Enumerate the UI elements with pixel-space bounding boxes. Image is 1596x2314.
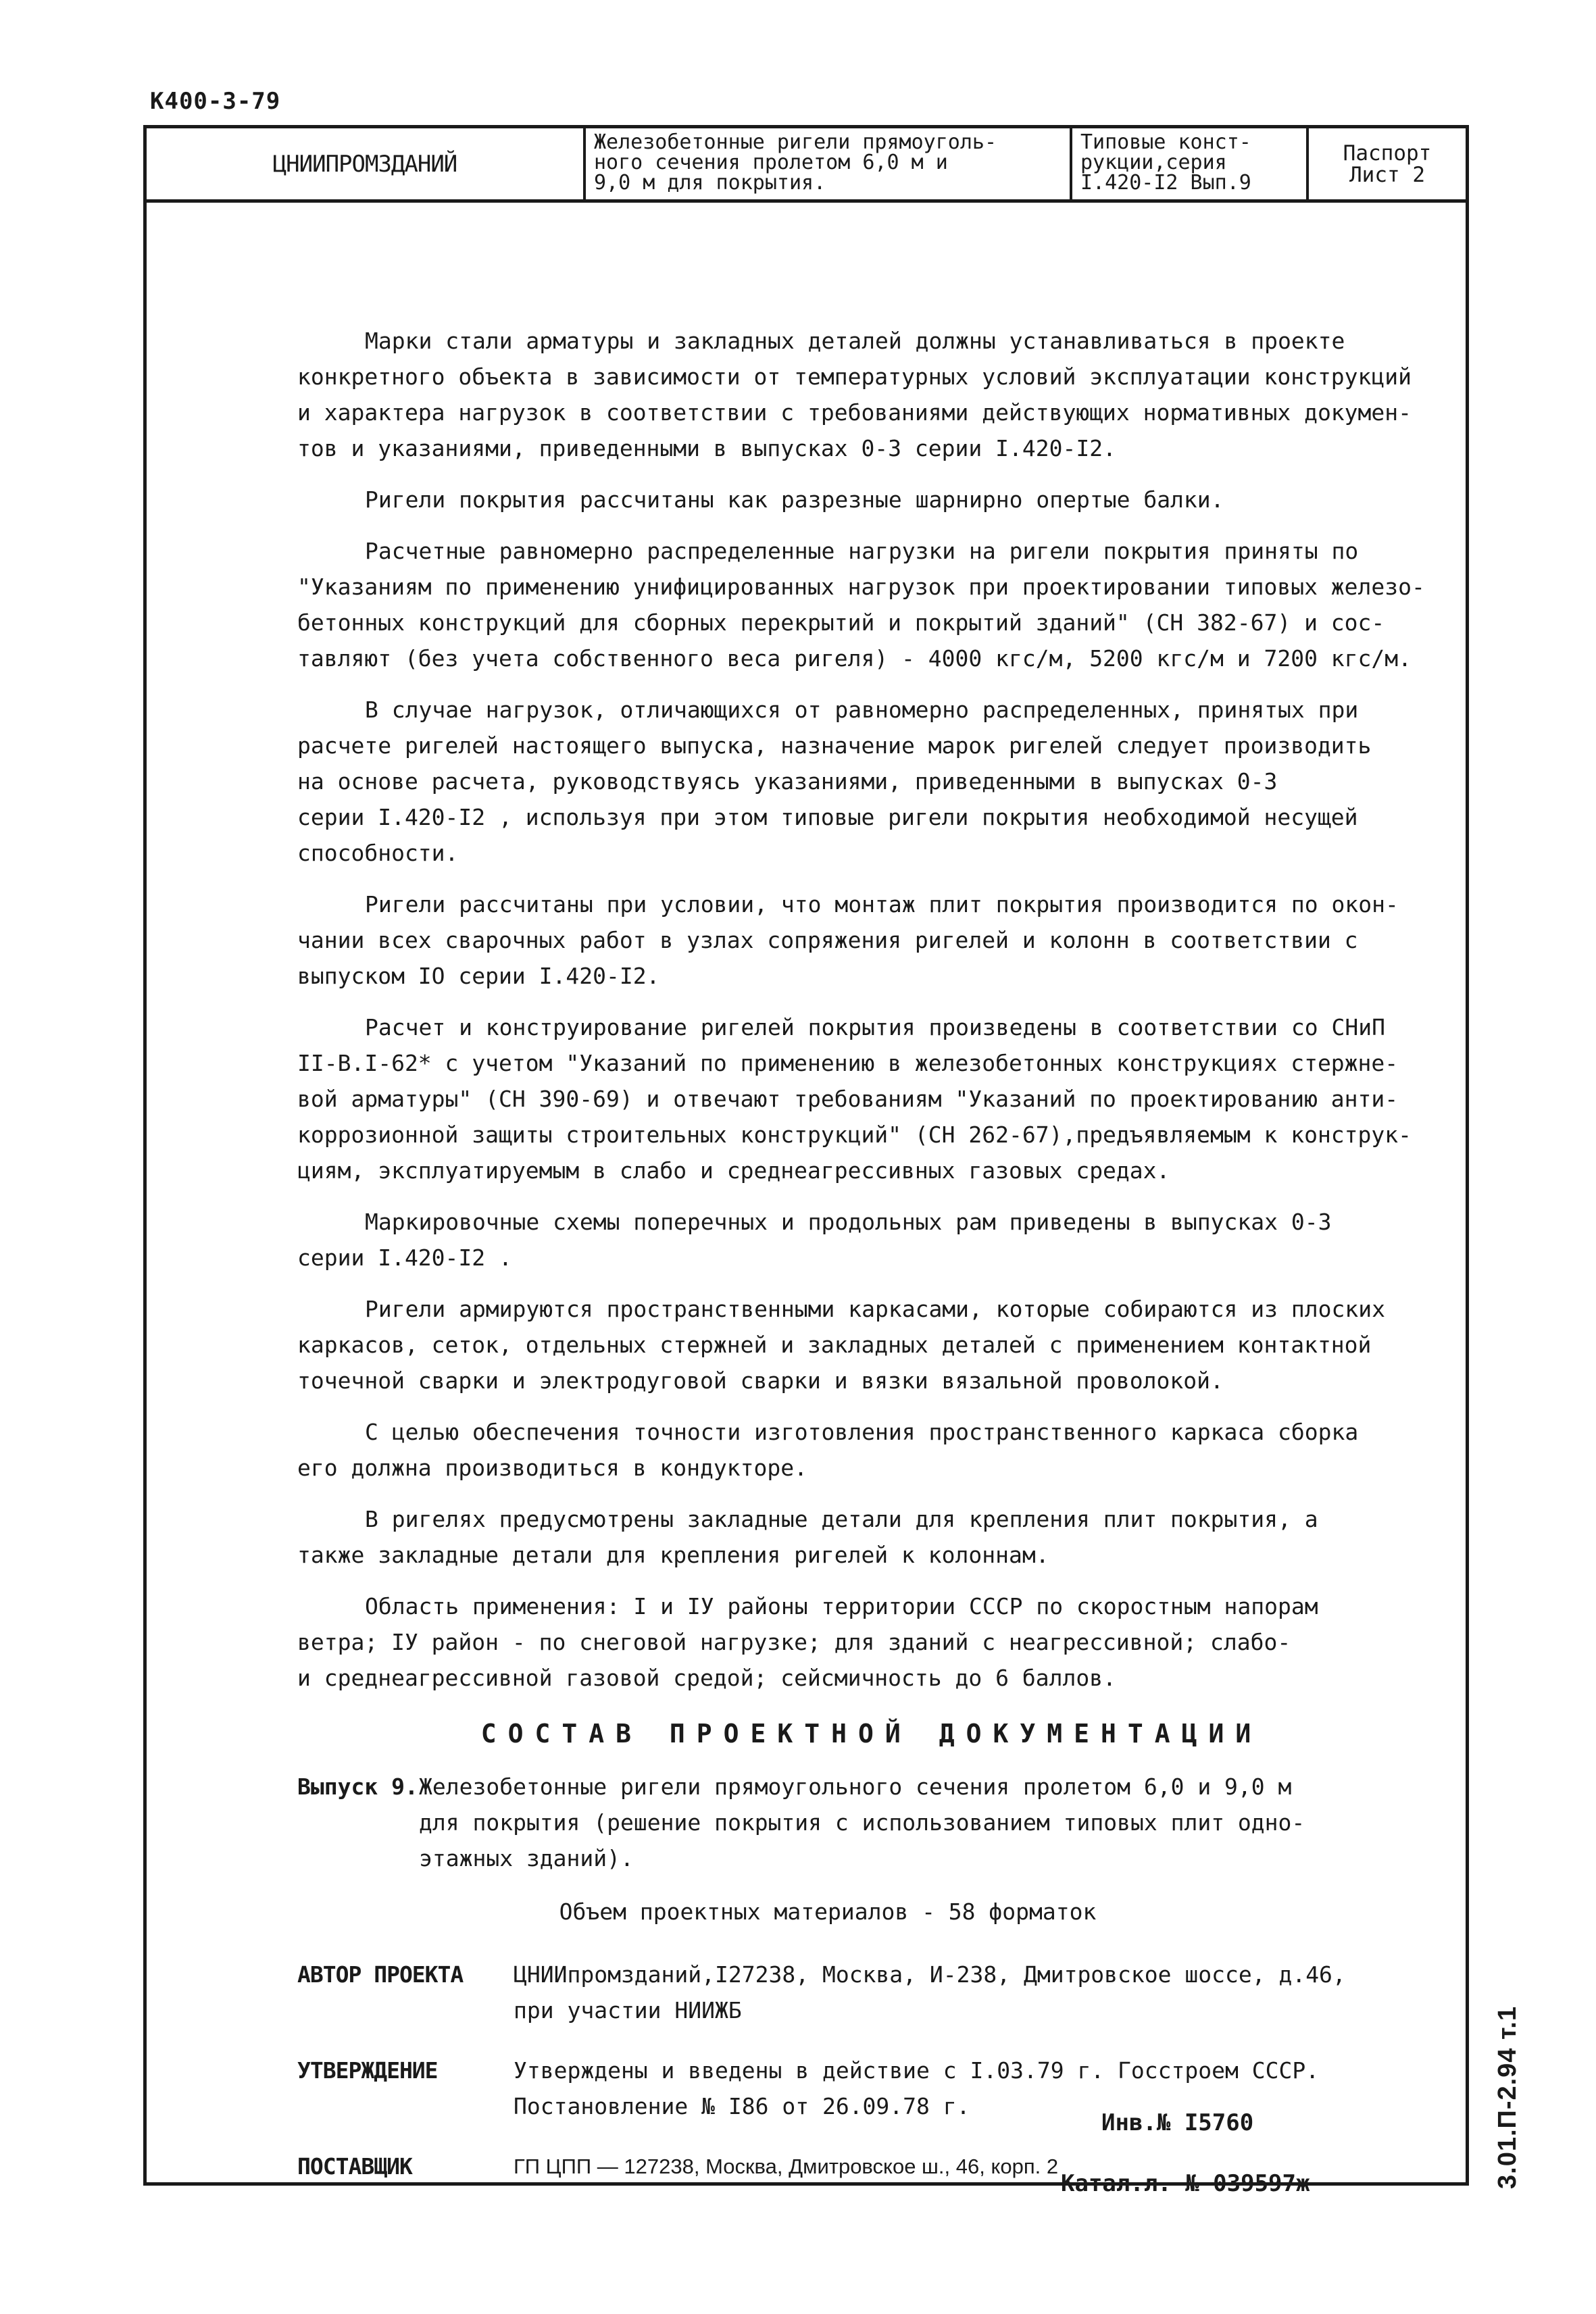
series-line: рукции,серия [1080,151,1227,174]
body-paragraph [297,886,1446,994]
paragraph-line: серии I.420-I2 , используя при этом типовые ригели покрытия необходимой несущей [297,804,1358,830]
paragraph-line: точечной сварки и электродуговой сварки и вязки вязальной проволокой. [297,1367,1224,1394]
paragraph-line: вой арматуры" (СН 390-69) и отвечают требованиям "Указаний по проектированию анти- [297,1086,1399,1112]
sheet-type: Паспорт [1343,141,1432,166]
body-paragraph [297,692,1446,871]
approval-label: УТВЕРЖДЕНИЕ [297,2057,438,2084]
catalog-number: Катал.л. № 039597ж [1061,2170,1310,2197]
paragraph-line: его должна производиться в кондукторе. [297,1455,807,1481]
paragraph-line: чании всех сварочных работ в узлах сопряжения ригелей и колонн в соответствии с [297,927,1358,953]
issue-label: Выпуск 9. [297,1774,418,1800]
paragraph-line: выпуском IO серии I.420-I2. [297,963,660,989]
paragraph-line: тавляют (без учета собственного веса ригеля) - 4000 кгс/м, 5200 кгс/м и 7200 кгс/м. [297,645,1412,672]
paragraph-line: В ригелях предусмотрены закладные детали для крепления плит покрытия, а [365,1506,1318,1532]
author-line: ЦНИИпромзданий,I27238, Москва, И-238, Дмитровское шоссе, д.46, [514,1961,1346,1988]
body-paragraph [297,1501,1446,1573]
author-label: АВТОР ПРОЕКТА [297,1961,464,1988]
title-line: ного сечения пролетом 6,0 м и [594,151,948,174]
paragraph-line: II-В.I-62* с учетом "Указаний по применению в железобетонных конструкциях стержне- [297,1050,1399,1076]
paragraph-list [297,323,1446,1696]
supplier-label: ПОСТАВЩИК [297,2153,412,2180]
author-line: при участии НИИЖБ [514,1997,742,2023]
sheet-cell [1309,128,1466,199]
body-paragraph [297,482,1446,518]
paragraph-line: расчете ригелей настоящего выпуска, назначение марок ригелей следует производить [297,732,1372,759]
issue-line: для покрытия (решение покрытия с использованием типовых плит одно- [419,1809,1305,1836]
body-paragraph [297,1204,1446,1276]
issue-description [419,1769,1446,1876]
inventory-number: Инв.№ I5760 [1101,2109,1254,2136]
title-line: 9,0 м для покрытия. [594,171,826,195]
title-block [147,128,1466,203]
series-line: Типовые конст- [1080,130,1251,154]
paragraph-line: С целью обеспечения точности изготовления пространственного каркаса сборка [365,1419,1359,1445]
document-code: К400-3-79 [150,88,281,115]
paragraph-line: В случае нагрузок, отличающихся от равномерно распределенных, принятых при [365,697,1359,723]
paragraph-line: тов и указаниями, приведенными в выпусках 0-3 серии I.420-I2. [297,435,1116,461]
issue-line: Железобетонные ригели прямоугольного сечения пролетом 6,0 и 9,0 м [419,1774,1292,1800]
paragraph-line: "Указаниям по применению унифицированных нагрузок при проектировании типовых железо- [297,574,1425,600]
paragraph-line: ветра; IУ район - по снеговой нагрузке; для зданий с неагрессивной; слабо- [297,1629,1291,1655]
body-paragraph [297,533,1446,676]
paragraph-line: Ригели армируются пространственными каркасами, которые собираются из плоских [365,1296,1385,1322]
paragraph-line: и среднеагрессивной газовой средой; сейсмичность до 6 баллов. [297,1665,1116,1691]
paragraph-line: коррозионной защиты строительных конструкций" (СН 262-67),предъявляемым к конструк- [297,1122,1412,1148]
title-line: Железобетонные ригели прямоуголь- [594,130,997,154]
series-line: I.420-I2 Вып.9 [1080,171,1251,195]
paragraph-line: конкретного объекта в зависимости от температурных условий эксплуатации конструкций [297,363,1412,390]
side-code: 3.01.П-2.94 т.1 [1493,2006,1522,2189]
body-paragraph [297,1009,1446,1188]
paragraph-line: способности. [297,840,459,866]
body-paragraph [297,1291,1446,1399]
issue-line: этажных зданий). [419,1845,634,1871]
approval-line: Утверждены и введены в действие с I.03.79 г. Госстроем СССР. [514,2057,1320,2084]
supplier-text: ГП ЦПП — 127238, Москва, Дмитровское ш., 46, корп. 2 [514,2155,1059,2178]
document-body [297,323,1446,2209]
paragraph-line: Расчет и конструирование ригелей покрытия произведены в соответствии со СНиП [365,1014,1385,1040]
paragraph-line: Расчетные равномерно распределенные нагрузки на ригели покрытия приняты по [365,538,1359,564]
paragraph-line: также закладные детали для крепления ригелей к колоннам. [297,1542,1049,1568]
author-row [297,1957,1446,2028]
paragraph-line: Область применения: I и IУ районы территории СССР по скоростным напорам [365,1593,1318,1619]
approval-line: Постановление № I86 от 26.09.78 г. [514,2093,970,2119]
body-paragraph [297,323,1446,466]
sheet-number: Лист 2 [1349,162,1425,187]
approval-row [297,2053,1446,2124]
paragraph-line: Марки стали арматуры и закладных деталей должны устанавливаться в проекте [365,328,1345,354]
composition-title: СОСТАВ ПРОЕКТНОЙ ДОКУМЕНТАЦИИ [480,1719,1263,1749]
body-paragraph [297,1414,1446,1486]
author-text [514,1957,1446,2028]
paragraph-line: серии I.420-I2 . [297,1244,512,1271]
paragraph-line: Маркировочные схемы поперечных и продольных рам приведены в выпусках 0-3 [365,1209,1332,1235]
paragraph-line: бетонных конструкций для сборных перекрытий и покрытий зданий" (СН 382-67) и сос- [297,609,1385,636]
organization-cell [147,128,586,199]
paragraph-line: Ригели рассчитаны при условии, что монтаж плит покрытия производится по окон- [365,891,1399,917]
organization-name: ЦНИИПРОМЗДАНИЙ [272,150,457,178]
paragraph-line: каркасов, сеток, отдельных стержней и закладных деталей с применением контактной [297,1332,1372,1358]
series-cell [1072,128,1309,199]
title-cell [586,128,1072,199]
body-paragraph [297,1588,1446,1696]
issue-entry [297,1769,1446,1876]
volume-note: Объем проектных материалов - 58 форматок [559,1898,1097,1925]
paragraph-line: Ригели покрытия рассчитаны как разрезные шарнирно опертые балки. [365,486,1224,513]
paragraph-line: и характера нагрузок в соответствии с требованиями действующих нормативных докумен- [297,399,1412,426]
paragraph-line: циям, эксплуатируемым в слабо и среднеагрессивных газовых средах. [297,1157,1170,1184]
paragraph-line: на основе расчета, руководствуясь указаниями, приведенными в выпусках 0-3 [297,768,1278,795]
approval-text [514,2053,1446,2124]
